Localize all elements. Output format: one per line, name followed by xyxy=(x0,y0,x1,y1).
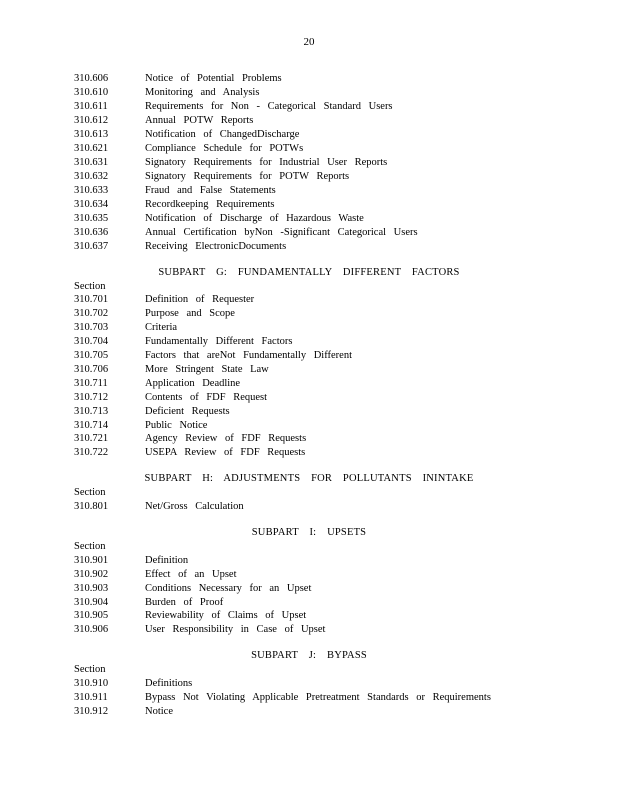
toc-entry xyxy=(74,72,282,86)
toc-entry xyxy=(74,128,299,142)
section-title: Notification of ChangedDischarge xyxy=(145,129,300,140)
section-title: Purpose and Scope xyxy=(145,308,235,319)
section-number: 310.904 xyxy=(74,597,109,608)
toc-entry xyxy=(74,142,303,156)
page-number: 20 xyxy=(303,36,315,48)
section-title: Factors that areNot Fundamentally Different xyxy=(145,350,353,361)
toc-entry xyxy=(74,170,349,184)
toc-entry xyxy=(74,184,276,198)
section-title: Criteria xyxy=(145,322,178,333)
toc-entry xyxy=(74,446,305,460)
section-number: 310.906 xyxy=(74,624,109,635)
section-title: Deficient Requests xyxy=(145,406,230,417)
section-number: 310.721 xyxy=(74,433,109,444)
section-title: Annual POTW Reports xyxy=(145,115,254,126)
toc-entry xyxy=(74,609,306,623)
section-title: Notice xyxy=(145,706,173,717)
section-number: 310.903 xyxy=(74,583,109,594)
section-number: 310.704 xyxy=(74,336,109,347)
toc-entry xyxy=(74,419,207,433)
section-number: 310.722 xyxy=(74,447,109,458)
section-title: Monitoring and Analysis xyxy=(145,87,260,98)
section-title: Fraud and False Statements xyxy=(145,185,276,196)
section-number: 310.911 xyxy=(74,692,108,703)
section-title: Reviewability of Claims of Upset xyxy=(145,610,307,621)
section-number: 310.703 xyxy=(74,322,109,333)
section-title: Recordkeeping Requirements xyxy=(145,199,275,210)
section-number: 310.631 xyxy=(74,157,109,168)
toc-entry xyxy=(74,335,292,349)
toc-entry xyxy=(74,568,236,582)
toc-entry xyxy=(74,391,267,405)
section-number: 310.912 xyxy=(74,706,109,717)
subpart-heading: SUBPART G: FUNDAMENTALLY DIFFERENT FACTORS xyxy=(158,267,460,278)
section-title: Fundamentally Different Factors xyxy=(145,336,293,347)
section-title: Public Notice xyxy=(145,420,208,431)
toc-entry xyxy=(74,100,393,114)
toc-entry xyxy=(74,212,364,226)
section-number: 310.621 xyxy=(74,143,109,154)
subpart-heading: SUBPART I: UPSETS xyxy=(251,527,367,538)
section-number: 310.901 xyxy=(74,555,109,566)
section-number: 310.606 xyxy=(74,73,109,84)
toc-entry xyxy=(74,349,352,363)
section-title: Net/Gross Calculation xyxy=(145,501,244,512)
section-title: Definitions xyxy=(145,678,193,689)
section-title: Receiving ElectronicDocuments xyxy=(145,241,287,252)
section-title: Notice of Potential Problems xyxy=(145,73,282,84)
section-title: Signatory Requirements for POTW Reports xyxy=(145,171,350,182)
section-number: 310.910 xyxy=(74,678,109,689)
section-title: Burden of Proof xyxy=(145,597,224,608)
toc-entry xyxy=(74,677,192,691)
section-number: 310.705 xyxy=(74,350,109,361)
toc-entry xyxy=(74,377,240,391)
toc-entry xyxy=(74,198,275,212)
section-title: USEPA Review of FDF Requests xyxy=(145,447,306,458)
section-number: 310.702 xyxy=(74,308,109,319)
section-number: 310.613 xyxy=(74,129,109,140)
toc-entry xyxy=(74,623,325,637)
section-title: Contents of FDF Request xyxy=(145,392,268,403)
section-number: 310.637 xyxy=(74,241,109,252)
section-label: Section xyxy=(74,664,106,675)
section-title: Conditions Necessary for an Upset xyxy=(145,583,312,594)
section-label: Section xyxy=(74,487,106,498)
subpart-heading: SUBPART H: ADJUSTMENTS FOR POLLUTANTS ININTAKE xyxy=(144,473,474,484)
section-number: 310.801 xyxy=(74,501,109,512)
section-title: User Responsibility in Case of Upset xyxy=(145,624,326,635)
section-title: Definition xyxy=(145,555,189,566)
toc-entry xyxy=(74,432,306,446)
section-label: Section xyxy=(74,281,106,292)
section-number: 310.635 xyxy=(74,213,109,224)
section-number: 310.902 xyxy=(74,569,109,580)
section-title: Compliance Schedule for POTWs xyxy=(145,143,304,154)
section-number: 310.713 xyxy=(74,406,109,417)
section-number: 310.612 xyxy=(74,115,109,126)
toc-entry xyxy=(74,705,173,719)
toc-entry xyxy=(74,582,311,596)
toc-entry xyxy=(74,226,418,240)
toc-entry xyxy=(74,405,230,419)
toc-entry xyxy=(74,293,254,307)
section-title: Requirements for Non - Categorical Standard Users xyxy=(145,101,393,112)
section-number: 310.611 xyxy=(74,101,108,112)
section-title: Signatory Requirements for Industrial User Reports xyxy=(145,157,388,168)
section-title: Effect of an Upset xyxy=(145,569,237,580)
toc-entry xyxy=(74,554,188,568)
section-title: Agency Review of FDF Requests xyxy=(145,433,307,444)
toc-entry xyxy=(74,691,491,705)
toc-entry xyxy=(74,240,286,254)
section-title: More Stringent State Law xyxy=(145,364,269,375)
section-title: Annual Certification byNon -Significant Categorical Users xyxy=(145,227,418,238)
section-title: Application Deadline xyxy=(145,378,241,389)
section-title: Bypass Not Violating Applicable Pretreatment Standards or Requirements xyxy=(145,692,491,703)
subpart-heading: SUBPART J: BYPASS xyxy=(251,650,367,661)
section-number: 310.633 xyxy=(74,185,109,196)
section-number: 310.636 xyxy=(74,227,109,238)
section-number: 310.905 xyxy=(74,610,109,621)
section-label: Section xyxy=(74,541,106,552)
toc-entry xyxy=(74,86,259,100)
toc-entry xyxy=(74,363,269,377)
section-number: 310.632 xyxy=(74,171,109,182)
section-number: 310.610 xyxy=(74,87,109,98)
section-number: 310.706 xyxy=(74,364,109,375)
section-title: Definition of Requester xyxy=(145,294,255,305)
toc-entry xyxy=(74,321,177,335)
toc-entry xyxy=(74,500,244,514)
section-title: Notification of Discharge of Hazardous Waste xyxy=(145,213,364,224)
toc-entry xyxy=(74,307,235,321)
toc-entry xyxy=(74,114,253,128)
section-number: 310.711 xyxy=(74,378,108,389)
section-number: 310.712 xyxy=(74,392,109,403)
section-number: 310.714 xyxy=(74,420,109,431)
section-number: 310.634 xyxy=(74,199,109,210)
toc-entry xyxy=(74,156,387,170)
section-number: 310.701 xyxy=(74,294,109,305)
toc-entry xyxy=(74,596,223,610)
